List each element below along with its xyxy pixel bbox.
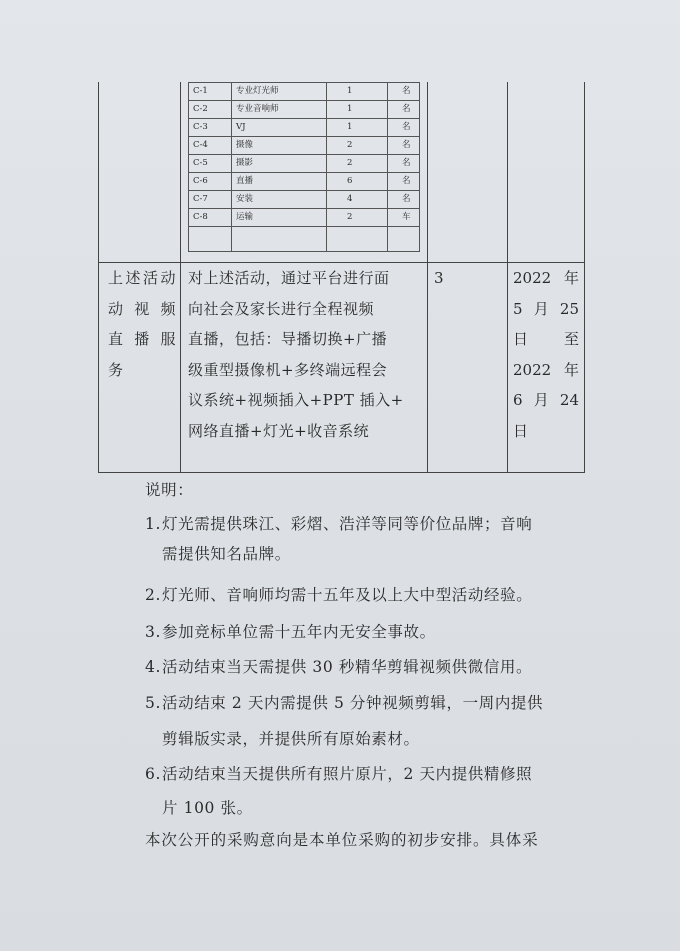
table-divider-3 — [507, 82, 508, 473]
crew-qty-cell: 1 — [327, 119, 388, 137]
table-row — [189, 209, 420, 227]
crew-code-cell: C-6 — [189, 173, 232, 191]
note-line: 需提供知名品牌。 — [162, 545, 291, 563]
note-number: 5. — [145, 694, 161, 712]
crew-unit-cell: 名 — [388, 119, 420, 137]
crew-qty-cell: 2 — [327, 155, 388, 173]
note-number: 3. — [145, 623, 161, 641]
table-divider-2 — [427, 82, 428, 473]
date-line — [513, 324, 579, 355]
crew-unit-cell: 车 — [388, 209, 420, 227]
service-name-line: 动视频 — [108, 299, 176, 318]
service-quantity-cell: 3 — [434, 269, 445, 287]
crew-code-cell: C-2 — [189, 101, 232, 119]
date-token: 年 — [563, 360, 579, 379]
date-token: 月 — [533, 391, 549, 410]
crew-role-cell: 直播 — [232, 173, 327, 191]
description-line: 对上述活动，通过平台进行面 — [188, 269, 390, 287]
note-line: 片 100 张。 — [162, 799, 253, 817]
table-row — [189, 101, 420, 119]
crew-code-cell: C-4 — [189, 137, 232, 155]
crew-qty-cell: 1 — [327, 83, 388, 101]
crew-qty-cell: 2 — [327, 137, 388, 155]
crew-unit-cell: 名 — [388, 191, 420, 209]
date-token: 年 — [563, 269, 579, 287]
date-token: 5 — [513, 299, 523, 318]
service-name-line: 务 — [108, 360, 124, 379]
table-row — [189, 119, 420, 137]
crew-unit-cell: 名 — [388, 155, 420, 173]
service-description-cell — [188, 263, 421, 447]
crew-qty-cell: 2 — [327, 209, 388, 227]
description-line: 向社会及家长进行全程视频 — [188, 299, 375, 318]
description-line: 直播，包括：导播切换+广播 — [188, 330, 388, 349]
crew-code-cell: C-1 — [189, 83, 232, 101]
note-number: 2. — [145, 586, 161, 604]
crew-role-cell: 专业灯光师 — [232, 83, 327, 101]
note-line: 活动结束 2 天内需提供 5 分钟视频剪辑，一周内提供 — [162, 694, 544, 712]
table-row — [189, 173, 420, 191]
date-token: 2022 — [513, 269, 552, 287]
table-row — [189, 155, 420, 173]
crew-code-cell: C-5 — [189, 155, 232, 173]
crew-role-cell: 摄像 — [232, 137, 327, 155]
crew-qty-cell: 4 — [327, 191, 388, 209]
date-line — [513, 263, 579, 294]
crew-qty-cell: 6 — [327, 173, 388, 191]
crew-code-cell: C-8 — [189, 209, 232, 227]
service-name-cell — [108, 263, 176, 385]
crew-unit-cell: 名 — [388, 83, 420, 101]
note-line: 参加竞标单位需十五年内无安全事故。 — [162, 623, 436, 641]
crew-role-cell: VJ — [232, 119, 327, 137]
date-token: 2022 — [513, 360, 552, 379]
crew-code-cell: C-3 — [189, 119, 232, 137]
date-token: 24 — [559, 391, 579, 410]
date-token: 6 — [513, 391, 523, 410]
table-row — [189, 137, 420, 155]
table-border-left — [98, 82, 99, 473]
date-line — [513, 355, 579, 386]
date-token: 日 — [513, 330, 529, 349]
crew-unit-cell: 名 — [388, 173, 420, 191]
date-token: 25 — [559, 299, 579, 318]
date-line — [513, 416, 579, 447]
date-token: 月 — [533, 299, 549, 318]
date-token: 至 — [563, 330, 579, 349]
date-line — [513, 294, 579, 325]
note-number: 6. — [145, 765, 161, 783]
note-line: 活动结束当天提供所有照片原片，2 天内提供精修照 — [162, 765, 533, 783]
service-date-cell — [513, 263, 579, 447]
crew-unit-cell: 名 — [388, 137, 420, 155]
crew-role-cell: 运输 — [232, 209, 327, 227]
description-line: 议系统+视频插入+PPT 插入+ — [188, 391, 404, 410]
note-line: 灯光师、音响师均需十五年及以上大中型活动经验。 — [162, 586, 533, 604]
description-line: 网络直播+灯光+收音系统 — [188, 421, 370, 440]
crew-role-cell: 专业音响师 — [232, 101, 327, 119]
note-line: 剪辑版实录，并提供所有原始素材。 — [162, 730, 420, 748]
closing-paragraph: 本次公开的采购意向是本单位采购的初步安排。具体采 — [145, 831, 539, 849]
table-row — [189, 83, 420, 101]
crew-code-cell: C-7 — [189, 191, 232, 209]
service-name-line: 直播服 — [108, 330, 176, 349]
blank-cell — [388, 227, 420, 252]
description-line: 级重型摄像机+多终端远程会 — [188, 360, 388, 379]
note-line: 活动结束当天需提供 30 秒精华剪辑视频供微信用。 — [162, 658, 533, 676]
blank-cell — [327, 227, 388, 252]
notes-heading: 说明： — [145, 481, 194, 499]
table-border-right — [584, 82, 585, 473]
date-token: 日 — [513, 421, 529, 440]
crew-unit-cell: 名 — [388, 101, 420, 119]
table-row-blank — [189, 227, 420, 252]
crew-role-cell: 安装 — [232, 191, 327, 209]
note-number: 4. — [145, 658, 161, 676]
table-border-bottom — [98, 472, 585, 473]
note-line: 灯光需提供珠江、彩熠、浩洋等同等价位品牌；音响 — [162, 515, 533, 533]
note-number: 1. — [145, 515, 161, 533]
crew-role-cell: 摄影 — [232, 155, 327, 173]
table-divider-1 — [180, 82, 181, 473]
crew-subtable — [188, 82, 420, 252]
service-name-line: 上述活动 — [108, 269, 176, 287]
crew-qty-cell: 1 — [327, 101, 388, 119]
table-row — [189, 191, 420, 209]
blank-cell — [189, 227, 232, 252]
blank-cell — [232, 227, 327, 252]
date-line — [513, 385, 579, 416]
